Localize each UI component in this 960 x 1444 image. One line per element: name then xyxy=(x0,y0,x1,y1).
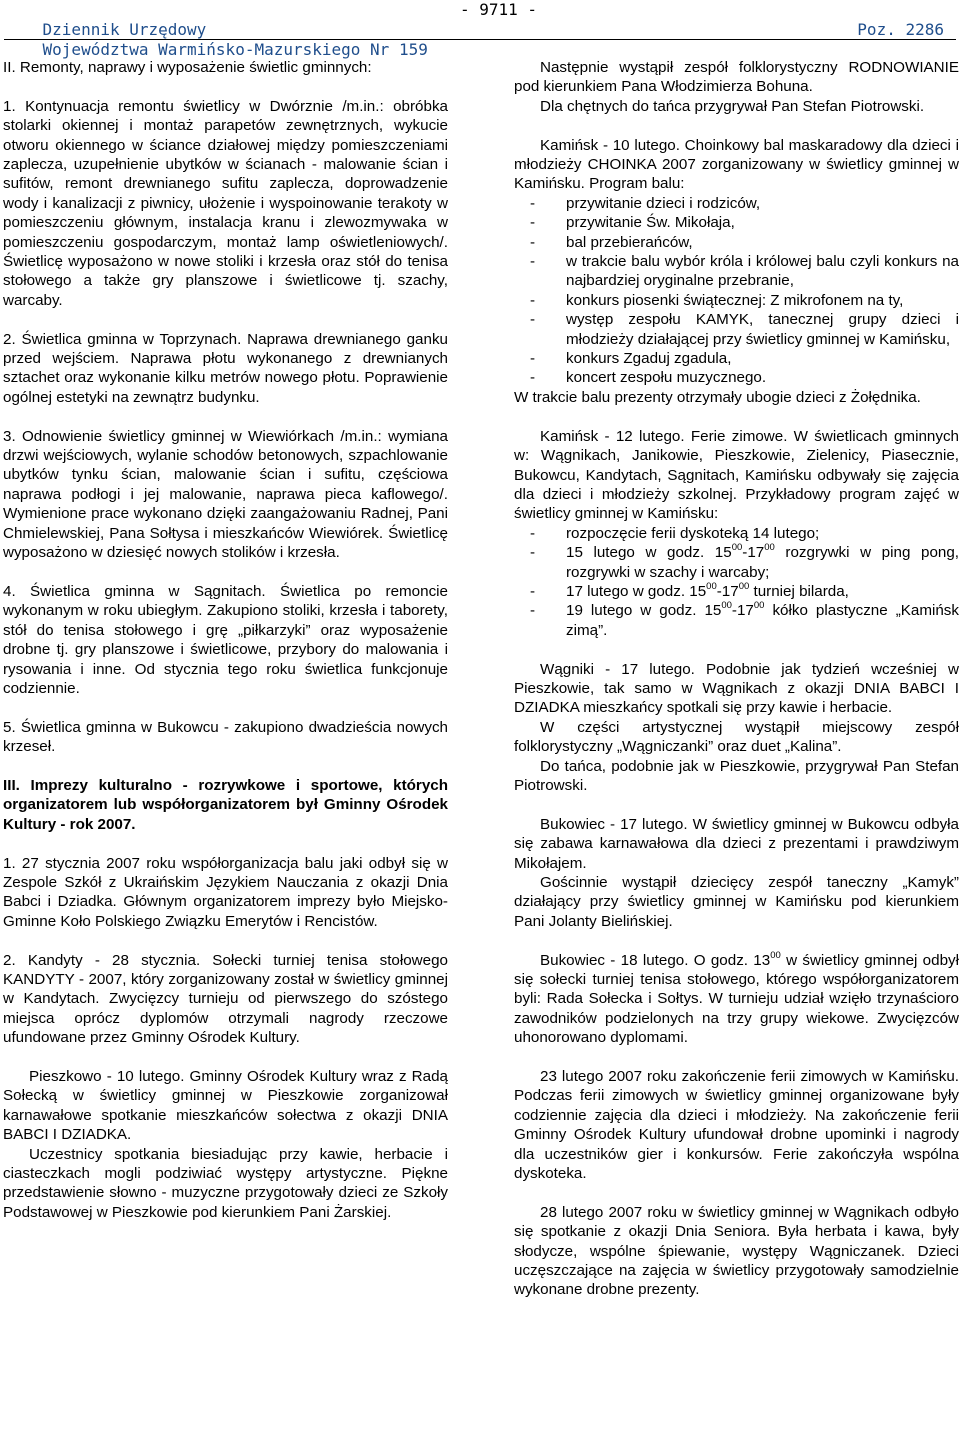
page-header xyxy=(4,0,956,59)
paragraph-winter-end: 23 lutego 2007 roku zakończenie ferii zimowych w Kamińsku. Podczas ferii zimowych w świetlicy gminnej organizowane były codziennie zajęcia dla dzieci i młodzieży. Na zakończenie ferii Gminny Ośrodek Kultury ufundował drobne upominki i nagrody dla uczestników gier i konkursów. Ferie zakończyła wspólna dyskoteka. xyxy=(514,1068,959,1183)
paragraph-pieszkowo-guests: Uczestnicy spotkania biesiadując przy kawie, herbacie i ciasteczkach mogli podziwiać występy artystyczne. Piękne przedstawienie słowno - muzyczne przygotowały dzieci ze Szkoły Podstawowej w Pieszkowie pod kierunkiem Pani Żarskiej. xyxy=(3,1145,448,1221)
paragraph-winter-break: Kamińsk - 12 lutego. Ferie zimowe. W świetlicach gminnych w: Wągnikach, Janikowie, Pieszkowie, Zielenicy, Piasecznie, Bukowcu, Kandytach, Sągnitach, Kamińsku odbywały się zajęcia dla dzieci i młodzieży szkolnej. Przykładowy program zajęć w świetlicy gminnej w Kamińsku: xyxy=(514,427,959,523)
list-item: - konkurs Zgaduj zgadula, xyxy=(514,349,959,368)
paragraph-kaminsk-ball: Kamińsk - 10 lutego. Choinkowy bal maskaradowy dla dzieci i młodzieży CHOINKA 2007 zorganizowany w świetlicy gminnej w Kamińsku. Program balu: xyxy=(514,136,959,193)
list-item: - rozpoczęcie ferii dyskoteką 14 lutego; xyxy=(514,524,959,543)
list-item: - konkurs piosenki świątecznej: Z mikrofonem na ty, xyxy=(514,291,959,310)
paragraph-dance: Dla chętnych do tańca przygrywał Pan Stefan Piotrowski. xyxy=(540,97,925,115)
paragraph-sagnity: 4. Świetlica gminna w Sągnitach. Świetlica po remoncie wykonanym w roku ubiegłym. Zakupiono stoliki, krzesła i taborety, stół do tenisa stołowego i grę „piłkarzyki” oraz wyposażenie drobne tj. gry planszowe i świetlicowe, przybory do malowania i rysowania i inne. Od stycznia tego roku świetlica funkcjonuje codziennie. xyxy=(3,582,448,697)
paragraph-bukowiec-tennis: Bukowiec - 18 lutego. O godz. $13^{00}$ w świetlicy gminnej odbył się sołecki turniej tenisa stołowego, którego współorganizatorem byli: Rada Sołecka i Sołtys. W turnieju udział wzięło trzynaścioro zawodników podzielonych na trzy grupy wiekowe. Zwycięzców uhonorowano dyplomami. xyxy=(514,949,959,1047)
paragraph-wagniki-dance: Do tańca, podobnie jak w Pieszkowie, przygrywał Pan Stefan Piotrowski. xyxy=(514,757,959,794)
list-item: - 17 lutego w godz. $15^{00}-17^{00}$ turniej bilarda, xyxy=(514,582,959,601)
paragraph-bukowiec: 5. Świetlica gminna w Bukowcu - zakupiono dwadzieścia nowych krzeseł. xyxy=(3,718,448,756)
journal-title: Dziennik Urzędowy xyxy=(42,20,207,39)
header-row-2 xyxy=(4,20,956,59)
list-item: - 15 lutego w godz. $15^{00}-17^{00}$ rozgrywki w ping pong, rozgrywki w szachy i warcaby; xyxy=(514,543,959,582)
section-heading-events: III. Imprezy kulturalno - rozrywkowe i sportowe, których organizatorem lub współorganizatorem był Gminny Ośrodek Kultury - rok 2007. xyxy=(3,776,448,833)
paragraph-wagniki-artists: W części artystycznej wystąpił miejscowy zespół folklorystyczny „Wągniczanki” oraz duet „Kalina”. xyxy=(514,718,959,756)
list-item: - 19 lutego w godz. $15^{00}-17^{00}$ kółko plastyczne „Kamińsk zimą”. xyxy=(514,601,959,640)
paragraph-pieszkowo: Pieszkowo - 10 lutego. Gminny Ośrodek Kultury wraz z Radą Sołecką w świetlicy gminnej w Pieszkowie zorganizował karnawałowe spotkanie mieszkańców sołectwa z okazji DNIA BABCI I DZIADKA. xyxy=(3,1067,448,1144)
right-column xyxy=(514,58,959,1300)
winter-program-list xyxy=(514,524,959,640)
paragraph-wagniki: Wągniki - 17 lutego. Podobnie jak tydzień wcześniej w Pieszkowie, tak samo w Wągnikach z okazji DNIA BABCI I DZIADKA mieszkańcy spotkali się przy kawie i herbacie. xyxy=(514,660,959,717)
list-item: - w trakcie balu wybór króla i królowej balu czyli konkurs na najbardziej oryginalne przebranie, xyxy=(514,252,959,291)
list-item: - przywitanie dzieci i rodziców, xyxy=(514,194,959,213)
section-heading-renovations: II. Remonty, naprawy i wyposażenie świetlic gminnych: xyxy=(3,59,372,76)
list-item: - występ zespołu KAMYK, tanecznej grupy dzieci i młodzieży działającej przy świetlicy gminnej w Kamińsku, xyxy=(514,310,959,349)
paragraph-ball: 1. 27 stycznia 2007 roku współorganizacja balu jaki odbył się w Zespole Szkół z Ukraińskim Językiem Nauczania z okazji Dnia Babci i Dziadka. Głównym organizatorem imprezy było Miejsko-Gminne Koło Polskiego Związku Emerytów i Rencistów. xyxy=(3,854,448,930)
paragraph-wiewiorki: 3. Odnowienie świetlicy gminnej w Wiewiórkach /m.in.: wymiana drzwi wejściowych, wylanie schodów betonowych, szpachlowanie ubytków tynku ścian, malowanie ścian i sufitu, częściowa naprawa podłogi i jej malowanie, naprawa pieca kaflowego/. Wymienione prace wykonano dzięki zaangażowaniu Radnej, Pani Chmielewskiej, Pana Sołtysa i mieszkańców Wiewiórek. Świetlicę wyposażono w dziesięć nowych stolików i krzesła. xyxy=(3,427,448,562)
paragraph-seniors-day: 28 lutego 2007 roku w świetlicy gminnej w Wągnikach odbyło się spotkanie z okazji Dnia Seniora. Była herbata i kawa, były słodycze, wspólne śpiewanie, występy Wągniczanek. Dzieci uczęszczające na zajęcia w świetlicy przygotowały samodzielnie wykonane drobne prezenty. xyxy=(514,1203,959,1299)
paragraph-toprzyny: 2. Świetlica gminna w Toprzynach. Naprawa drewnianego ganku przed wejściem. Naprawa płotu wykonanego z drewnianych sztachet oraz wykonanie kilku metrów nowego płotu. Poprawienie ogólnej estetyki na zewnątrz budynku. xyxy=(3,330,448,406)
paragraph-kamyk: Gościnnie wystąpił dziecięcy zespół taneczny „Kamyk” działający przy świetlicy gminnej w Kamińsku pod kierunkiem Pani Jolanty Bielińskiej. xyxy=(514,874,959,930)
list-item: - bal przebierańców, xyxy=(514,233,959,252)
paragraph-rodnowianie: Następnie wystąpił zespół folklorystyczny RODNOWIANIE pod kierunkiem Pana Włodzimierza Bohuna. xyxy=(514,59,959,96)
list-item: - koncert zespołu muzycznego. xyxy=(514,368,959,387)
paragraph-bukowiec-carnival: Bukowiec - 17 lutego. W świetlicy gminnej w Bukowcu odbyła się zabawa karnawałowa dla dzieci z prezentami i prawdziwym Mikołajem. xyxy=(514,815,959,872)
left-column xyxy=(3,58,448,1222)
list-item: - przywitanie Św. Mikołaja, xyxy=(514,213,959,232)
position-number: Poz. 2286 xyxy=(857,20,944,39)
journal-issue: Województwa Warmińsko-Mazurskiego Nr 159 xyxy=(42,40,428,59)
ball-program-list xyxy=(514,194,959,388)
header-rule xyxy=(4,39,956,40)
paragraph-gifts: W trakcie balu prezenty otrzymały ubogie dzieci z Żołędnika. xyxy=(514,388,921,406)
page-number: - 9711 - xyxy=(460,0,538,19)
paragraph-dworzno: 1. Kontynuacja remontu świetlicy w Dwórznie /m.in.: obróbka stolarki okiennej i montaż parapetów zewnętrznych, wykucie otworu okiennego w ściance działowej między pomieszczeniami zaplecza, uzupełnienie ubytków w ścianach - malowanie ścian i sufitów, remont drewnianego sufitu zaplecza, doprowadzenie wody i kanalizacji z piwnicy, ułożenie i wyspoinowanie terakoty w pomieszczeniu głównym, instalacja kranu i zlewozmywaka w pomieszczeniu gospodarczym, montaż lamp oświetleniowych/. Świetlicę wyposażono w nowe stoliki i krzesła oraz stół do tenisa stołowego a także gry planszowe i świetlicowe tj. szachy, warcaby. xyxy=(3,97,448,309)
paragraph-kandyty: 2. Kandyty - 28 stycznia. Sołecki turniej tenisa stołowego KANDYTY - 2007, który zorganizowany został w świetlicy gminnej w Kandytach. Zwycięzcy turnieju od pierwszego do szóstego miejsca oprócz dyplomów otrzymali nagrody rzeczowe ufundowane przez Gminny Ośrodek Kultury. xyxy=(3,951,448,1047)
